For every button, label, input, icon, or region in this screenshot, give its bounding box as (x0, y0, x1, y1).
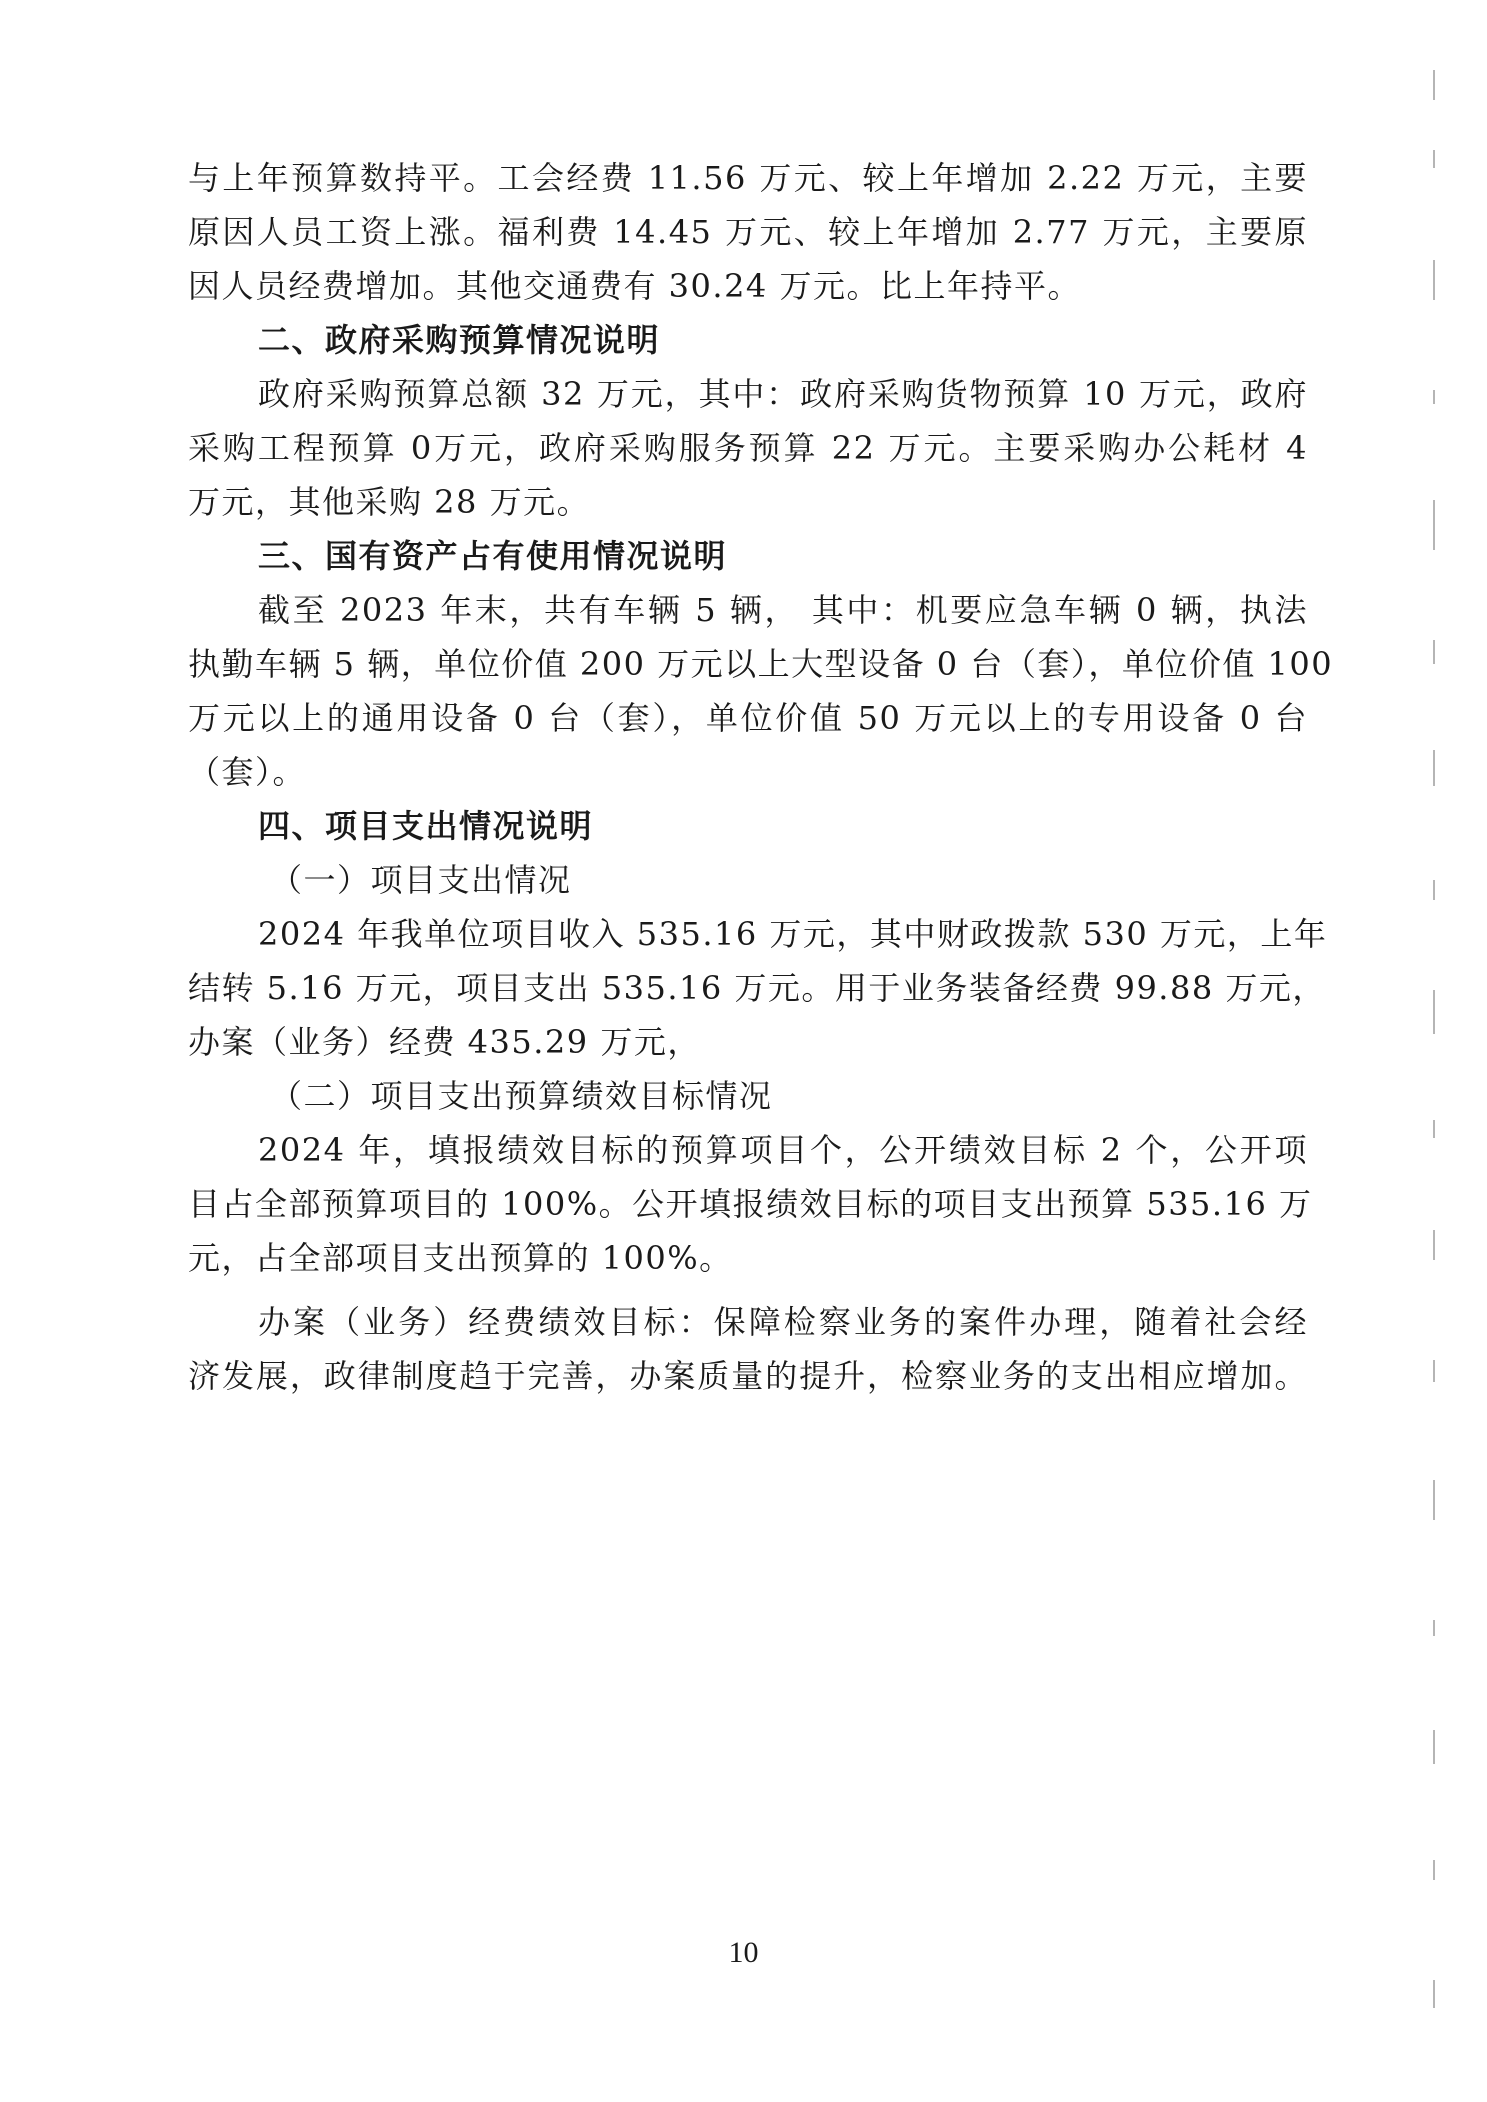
subsection-heading-project-expenditure-status: （一）项目支出情况 (270, 861, 572, 899)
page-number: 10 (728, 1936, 759, 1969)
paragraph-line: 结转 5.16 万元，项目支出 535.16 万元。用于业务装备经费 99.88 万元， (188, 969, 1326, 1007)
paragraph-line: 因人员经费增加。其他交通费有 30.24 万元。比上年持平。 (188, 267, 1081, 305)
scan-edge-decoration (1427, 30, 1441, 2090)
paragraph-line: 政府采购预算总额 32 万元，其中：政府采购货物预算 10 万元，政府 (258, 375, 1308, 413)
paragraph-line: 2024 年，填报绩效目标的预算项目个，公开绩效目标 2 个，公开项 (258, 1131, 1308, 1169)
section-heading-government-procurement: 二、政府采购预算情况说明 (258, 321, 661, 359)
paragraph-line: 与上年预算数持平。工会经费 11.56 万元、较上年增加 2.22 万元，主要 (188, 159, 1308, 197)
paragraph-line: 目占全部预算项目的 100%。公开填报绩效目标的项目支出预算 535.16 万 (188, 1185, 1313, 1223)
paragraph-line: 采购工程预算 0万元，政府采购服务预算 22 万元。主要采购办公耗材 4 (188, 429, 1308, 467)
paragraph-line: 万元以上的通用设备 0 台（套），单位价值 50 万元以上的专用设备 0 台 (188, 699, 1308, 737)
paragraph-line: 万元，其他采购 28 万元。 (188, 483, 591, 521)
paragraph-line: 执勤车辆 5 辆，单位价值 200 万元以上大型设备 0 台（套），单位价值 100 (188, 645, 1334, 683)
paragraph-line: 办案（业务）经费 435.29 万元， (188, 1023, 701, 1061)
section-heading-state-assets: 三、国有资产占有使用情况说明 (258, 537, 728, 575)
section-heading-project-expenditure: 四、项目支出情况说明 (258, 807, 594, 845)
paragraph-line: 2024 年我单位项目收入 535.16 万元，其中财政拨款 530 万元，上年 (258, 915, 1328, 953)
paragraph-line: 办案（业务）经费绩效目标：保障检察业务的案件办理，随着社会经 (258, 1303, 1308, 1341)
subsection-heading-performance-targets: （二）项目支出预算绩效目标情况 (270, 1077, 773, 1115)
paragraph-line: 截至 2023 年末，共有车辆 5 辆， 其中：机要应急车辆 0 辆，执法 (258, 591, 1308, 629)
paragraph-line: 原因人员工资上涨。福利费 14.45 万元、较上年增加 2.77 万元，主要原 (188, 213, 1308, 251)
paragraph-line: 元，占全部项目支出预算的 100%。 (188, 1239, 733, 1277)
paragraph-line: （套）。 (188, 753, 307, 791)
paragraph-line: 济发展，政律制度趋于完善，办案质量的提升，检察业务的支出相应增加。 (188, 1357, 1308, 1395)
